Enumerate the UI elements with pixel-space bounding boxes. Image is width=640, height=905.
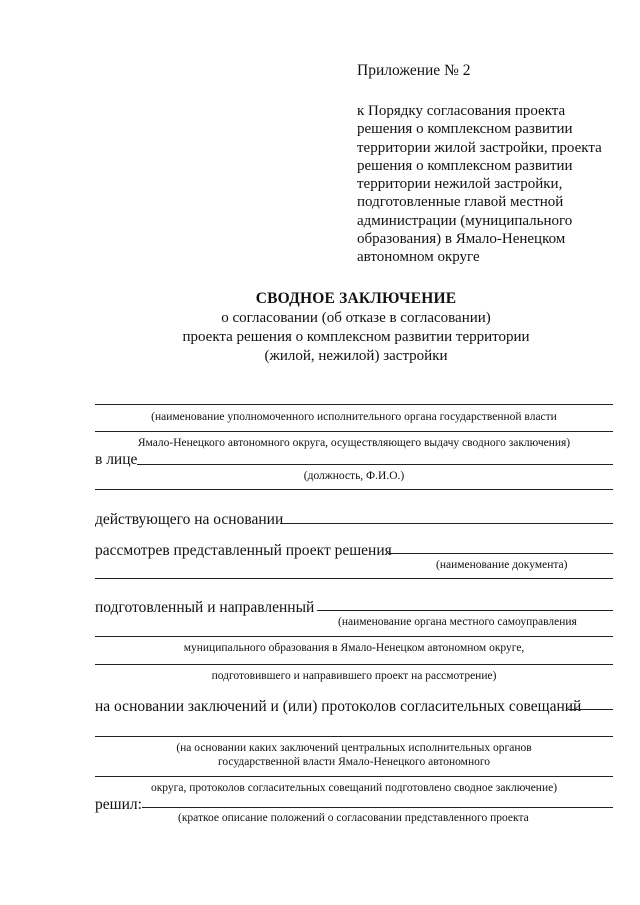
appendix-line: к Порядку согласования проекта (357, 103, 566, 119)
appendix-line: территории жилой застройки, проекта (357, 139, 602, 156)
prepared-label: подготовленный и направленный (95, 599, 315, 616)
appendix-line: решения о комплексном развитии (357, 121, 573, 138)
decided-field[interactable] (142, 807, 613, 808)
appendix-line: образования) в Ямало-Ненецком (357, 231, 566, 248)
caption-summary: (краткое описание положений о согласовании представленного проекта (178, 812, 529, 824)
caption-position: (должность, Ф.И.О.) (303, 470, 405, 482)
appendix-line: автономном округе (357, 249, 480, 266)
appendix-title: Приложение № 2 (357, 62, 471, 79)
basis-label: на основании заключений и (или) протоколов согласительных совещаний (95, 698, 582, 715)
local-body-line[interactable] (95, 636, 613, 637)
basis-field[interactable] (568, 709, 613, 710)
caption-document: (наименование документа) (436, 559, 568, 571)
caption-municipality: муниципального образования в Ямало-Ненецком автономном округе, (183, 642, 525, 654)
reviewed-label: рассмотрев представленный проект решения (95, 542, 392, 559)
decided-label: решил: (95, 796, 142, 813)
caption-conclusions-2: государственной власти Ямало-Ненецкого автономного (217, 756, 491, 768)
caption-prepared: подготовившего и направившего проект на рассмотрение) (211, 670, 497, 682)
conclusions-line[interactable] (95, 776, 613, 777)
organ-line-1[interactable] (95, 404, 613, 405)
appendix-reference (357, 102, 607, 267)
caption-conclusions-1: (на основании каких заключений центральных исполнительных органов (176, 742, 532, 754)
caption-organ-2: Ямало-Ненецкого автономного округа, осуществляющего выдачу сводного заключения) (137, 437, 571, 449)
appendix-line: территории нежилой застройки, (357, 176, 563, 193)
caption-conclusions-3: округа, протоколов согласительных совещаний подготовлено сводное заключение) (150, 782, 558, 794)
title-line-1: о согласовании (об отказе в согласовании) (221, 310, 491, 326)
document-title: СВОДНОЕ ЗАКЛЮЧЕНИЕ (255, 290, 457, 307)
position-line[interactable] (95, 489, 613, 490)
appendix-line: подготовленные главой местной (357, 194, 564, 211)
appendix-line: решения о комплексном развитии (357, 157, 573, 174)
acting-field[interactable] (280, 523, 613, 524)
caption-local-body: (наименование органа местного самоуправления (338, 616, 577, 628)
title-line-2: проекта решения о комплексном развитии территории (182, 329, 530, 345)
acting-label: действующего на основании (95, 511, 284, 528)
municipality-line[interactable] (95, 664, 613, 665)
document-line[interactable] (95, 578, 613, 579)
appendix-line: администрации (муниципального (357, 212, 573, 229)
in-person-label: в лице (95, 451, 138, 468)
basis-line[interactable] (95, 736, 613, 737)
in-person-field[interactable] (137, 464, 613, 465)
reviewed-field[interactable] (388, 553, 613, 554)
organ-line-2[interactable] (95, 431, 613, 432)
caption-organ: (наименование уполномоченного исполнительного органа государственной власти (151, 411, 557, 423)
prepared-field[interactable] (317, 610, 613, 611)
title-line-3: (жилой, нежилой) застройки (264, 348, 448, 364)
